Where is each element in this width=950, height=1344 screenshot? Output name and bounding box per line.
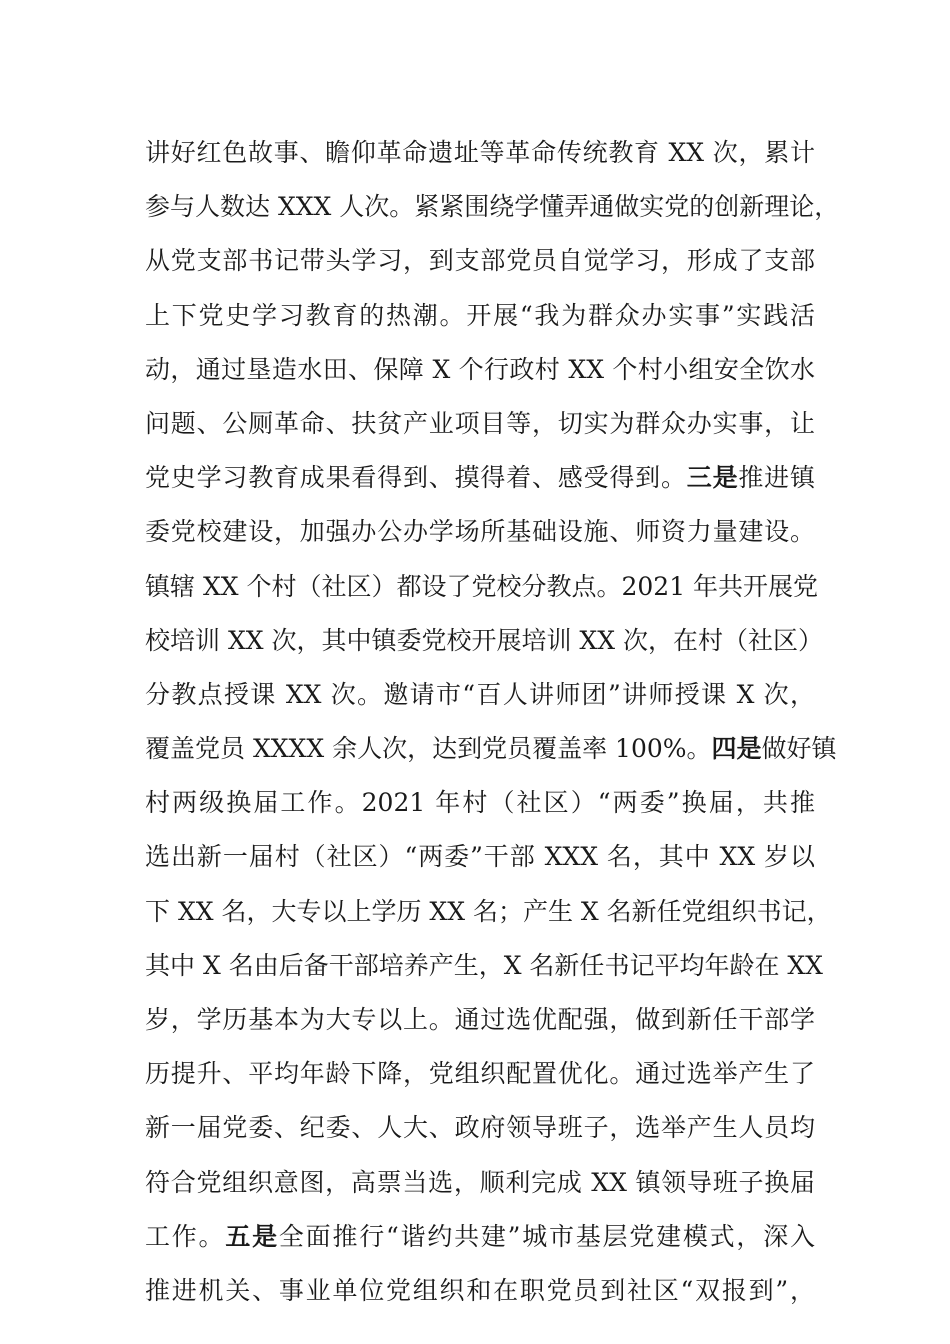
text-run: 参与人数达 XXX 人次。紧紧围绕学懂弄通做实党的创新理论， [145,192,840,222]
text-line [145,289,815,343]
text-line [145,343,815,397]
text-run: 镇辖 XX 个村（社区）都设了党校分教点。2021 年共开展党 [145,571,819,601]
text-run: 全面推行“谐约共建”城市基层党建模式，深入 [278,1221,815,1251]
text-run: 历提升、平均年龄下降，党组织配置优化。通过选举产生了 [145,1059,815,1089]
text-run: 村两级换届工作。2021 年村（社区）“两委”换届，共推 [145,788,815,818]
text-run: 覆盖党员 XXXX 余人次，达到党员覆盖率 100%。 [145,734,712,764]
text-line [145,451,815,505]
bold-lead-phrase: 三是 [686,463,739,493]
text-run: 委党校建设，加强办公办学场所基础设施、师资力量建设。 [145,517,815,547]
bold-lead-phrase: 四是 [711,734,762,764]
text-line [145,1101,815,1155]
text-line [145,885,832,939]
text-run: 问题、公厕革命、扶贫产业项目等，切实为群众办实事，让 [145,408,815,438]
text-line [145,1264,815,1318]
text-run: 讲好红色故事、瞻仰革命遗址等革命传统教育 XX 次，累计 [145,138,815,167]
text-line [145,1210,815,1264]
text-run: 其中 X 名由后备干部培养产生，X 名新任书记平均年龄在 XX [145,950,823,980]
text-line [145,560,819,614]
text-line [145,668,815,722]
text-run: 工作。 [145,1221,226,1251]
text-run: 从党支部书记带头学习，到支部党员自觉学习，形成了支部 [145,246,815,276]
text-line [145,234,815,288]
text-line [145,126,815,180]
text-line [145,722,837,776]
text-run: 做好镇 [761,734,837,764]
text-line [145,505,815,559]
text-run: 分教点授课 XX 次。邀请市“百人讲师团”讲师授课 X 次， [145,679,815,709]
bold-lead-phrase: 五是 [225,1221,279,1251]
text-run: 上下党史学习教育的热潮。开展“我为群众办实事”实践活 [145,300,815,330]
text-line [145,397,815,451]
text-line [145,939,823,993]
text-run: 符合党组织意图，高票当选，顺利完成 XX 镇领导班子换届 [145,1167,815,1197]
text-line [145,830,815,884]
text-run: 下 XX 名，大专以上学历 XX 名；产生 X 名新任党组织书记， [145,896,832,926]
text-run: 推进镇 [738,463,815,493]
text-run: 党史学习教育成果看得到、摸得着、感受得到。 [145,463,687,493]
text-run: 选出新一届村（社区）“两委”干部 XXX 名，其中 XX 岁以 [145,842,815,872]
text-line [145,1156,815,1210]
text-line [145,993,815,1047]
text-run: 推进机关、事业单位党组织和在职党员到社区“双报到”， [145,1275,815,1305]
text-run: 岁，学历基本为大专以上。通过选优配强，做到新任干部学 [145,1005,815,1034]
text-line [145,776,815,830]
text-line [145,614,823,668]
text-run: 新一届党委、纪委、人大、政府领导班子，选举产生人员均 [145,1113,815,1143]
text-run: 动，通过垦造水田、保障 X 个行政村 XX 个村小组安全饮水 [145,354,815,384]
body-text [145,126,840,1318]
text-line [145,1047,815,1101]
text-run: 校培训 XX 次，其中镇委党校开展培训 XX 次，在村（社区） [145,625,823,655]
text-line [145,180,840,234]
